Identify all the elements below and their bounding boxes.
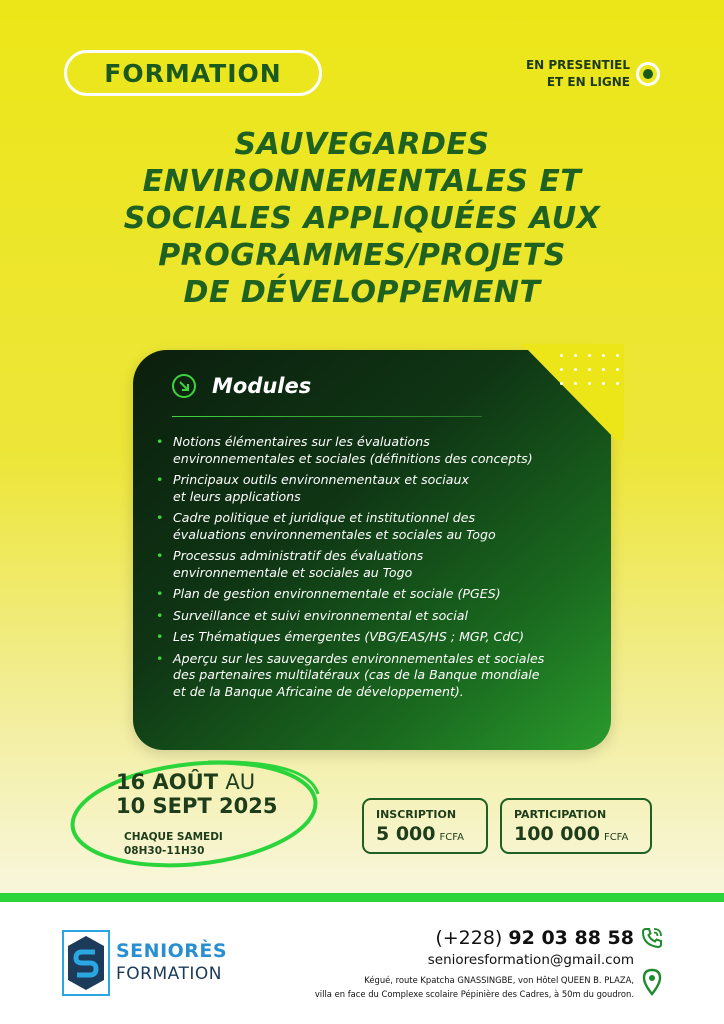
schedule-time: 08H30-11H30 (124, 845, 205, 857)
module-item (156, 629, 596, 646)
formation-badge (64, 50, 322, 96)
arrow-down-right-icon (172, 374, 196, 398)
date-start: 16 AOÛT (116, 770, 219, 794)
price-label: PARTICIPATION (514, 808, 607, 821)
schedule-day: CHAQUE SAMEDI (124, 831, 223, 843)
module-item-line: environnementales et sociales (définitions des concepts) (173, 450, 533, 466)
address-line: villa en face du Complexe scolaire Pépinière des Cadres, à 50m du goudron. (314, 989, 634, 999)
module-item (156, 434, 596, 467)
modules-header (172, 374, 311, 398)
module-item-line: • Notions élémentaires sur les évaluations (173, 434, 430, 449)
phone-digits: 92 03 88 58 (508, 927, 634, 949)
phone-prefix: (+228) (435, 927, 503, 949)
decorative-dots (560, 354, 620, 388)
price-label: INSCRIPTION (376, 808, 457, 821)
title-line: DE DÉVELOPPEMENT (183, 275, 541, 310)
mode-line-1: EN PRESENTIEL (525, 58, 630, 72)
mode-text (526, 57, 630, 91)
radio-dot-icon (636, 62, 660, 86)
title-line: PROGRAMMES/PROJETS (158, 238, 566, 273)
logo-s-icon (62, 930, 110, 996)
logo-name: SENIORÈS (116, 940, 228, 962)
module-item-line: environnementale et sociales au Togo (173, 564, 413, 580)
modules-title: Modules (212, 374, 312, 398)
module-item (156, 510, 596, 543)
module-item-line: • Cadre politique et juridique et institutionnel des (173, 510, 476, 525)
module-item-line: • Processus administratif des évaluations (173, 548, 424, 563)
phone-number[interactable] (435, 927, 634, 949)
mode-line-2: ET EN LIGNE (546, 75, 630, 89)
module-item-line: évaluations environnementales et sociales au Togo (173, 526, 496, 542)
module-item (156, 608, 596, 625)
price-currency: FCFA (603, 832, 629, 843)
module-item-line: des partenaires multilatéraux (cas de la Banque mondiale (173, 667, 540, 682)
email-address[interactable]: senioresformation@gmail.com (427, 952, 634, 968)
schedule (124, 830, 223, 858)
modules-divider (172, 416, 482, 417)
date-range (116, 770, 277, 818)
module-item-line: • Aperçu sur les sauvegardes environnementales et sociales (173, 650, 545, 666)
module-item-line: et leurs applications (173, 488, 301, 504)
module-item-line: • Principaux outils environnementaux et sociaux (173, 472, 469, 487)
module-item-line: • Les Thématiques émergentes (VBG/EAS/HS ; MGP, CdC) (173, 629, 525, 644)
modules-list (156, 434, 596, 705)
inscription-price-box (362, 798, 488, 854)
module-item (156, 651, 596, 701)
phone-icon (640, 926, 664, 950)
price-currency: FCFA (439, 832, 464, 843)
title-line: ENVIRONNEMENTALES ET (142, 164, 582, 199)
module-item (156, 586, 596, 603)
title-line: SAUVEGARDES (234, 127, 490, 162)
module-item (156, 472, 596, 505)
location-pin-icon (642, 968, 662, 996)
module-item-line: et de la Banque Africaine de développement). (173, 683, 464, 699)
module-item-line: • Surveillance et suivi environnemental et social (173, 607, 468, 623)
date-end: 10 SEPT 2025 (116, 794, 278, 818)
logo-subname: FORMATION (116, 964, 222, 984)
price-amount: 100 000 (514, 823, 600, 845)
price-amount: 5 000 (376, 823, 436, 845)
module-item (156, 548, 596, 581)
participation-price-box (500, 798, 652, 854)
footer-accent-bar (0, 893, 724, 902)
date-connector: AU (225, 770, 256, 794)
address-line: Kégué, route Kpatcha GNASSINGBE, von Hôtel QUEEN B. PLAZA, (364, 975, 634, 985)
seniores-logo (62, 930, 228, 996)
module-item-line: • Plan de gestion environnementale et sociale (PGES) (173, 586, 501, 601)
course-title (60, 126, 664, 311)
title-line: SOCIALES APPLIQUÉES AUX (123, 201, 601, 236)
formation-badge-label: FORMATION (104, 58, 282, 88)
address (315, 973, 634, 1001)
